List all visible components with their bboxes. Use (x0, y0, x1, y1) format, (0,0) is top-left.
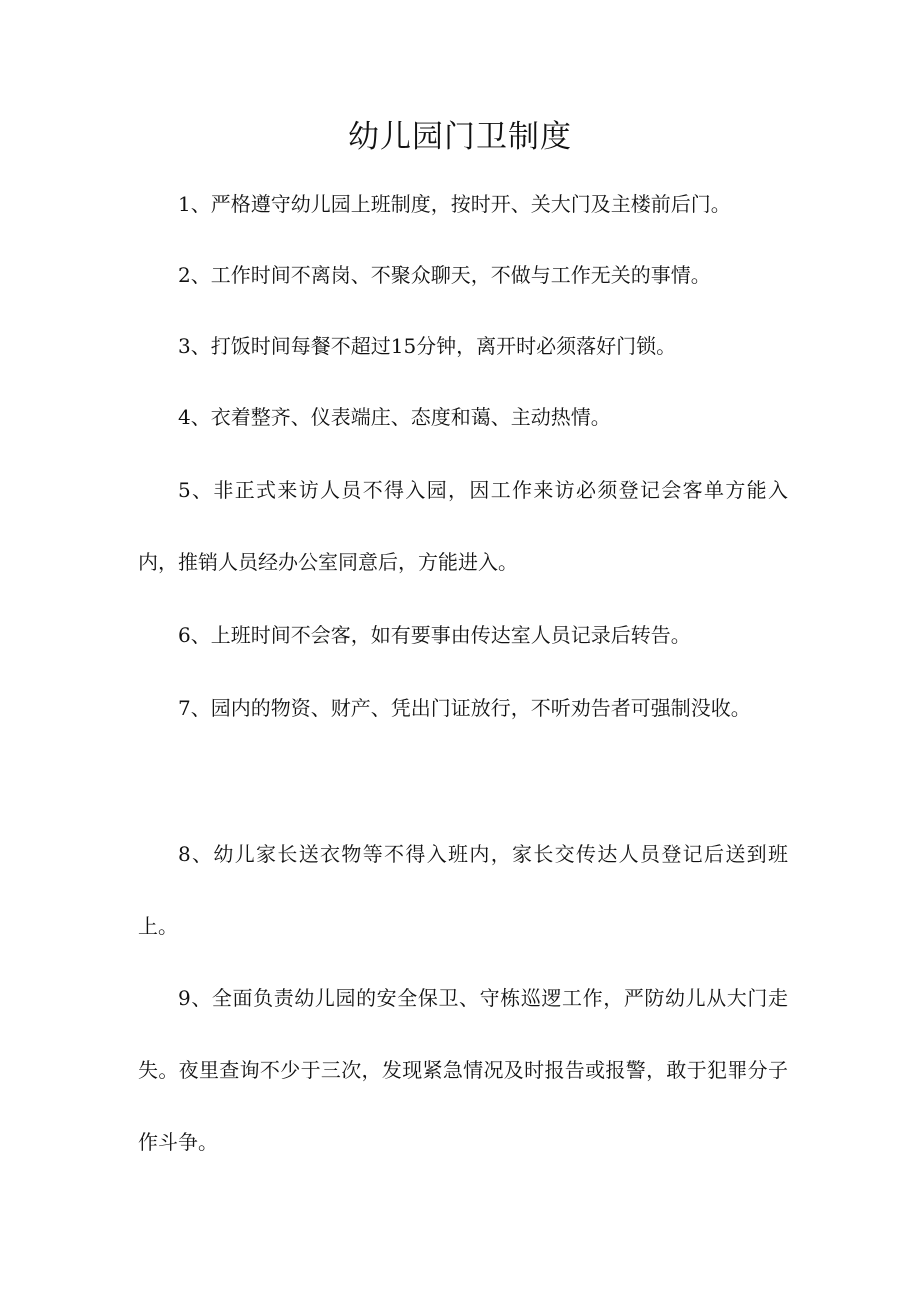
rule-6: 6、上班时间不会客，如有要事由传达室人员记录后转告。 (178, 623, 691, 647)
rule-4: 4、衣着整齐、仪表端庄、态度和蔼、主动热情。 (178, 405, 611, 429)
rule-1: 1、严格遵守幼儿园上班制度，按时开、关大门及主楼前后门。 (178, 192, 731, 216)
rule-7: 7、园内的物资、财产、凭出门证放行，不听劝告者可强制没收。 (178, 696, 751, 720)
rule-2: 2、工作时间不离岗、不聚众聊天，不做与工作无关的事情。 (178, 263, 711, 287)
rule-5: 5、非正式来访人员不得入园，因工作来访必须登记会客单方能入内，推销人员经办公室同意后，方能进入。 (138, 478, 788, 574)
rule-8: 8、幼儿家长送衣物等不得入班内，家长交传达人员登记后送到班上。 (138, 842, 788, 938)
rule-3: 3、打饭时间每餐不超过15分钟，离开时必须落好门锁。 (178, 334, 677, 358)
rule-9: 9、全面负责幼儿园的安全保卫、守栋巡逻工作，严防幼儿从大门走失。夜里查询不少于三次，发现紧急情况及时报告或报警，敢于犯罪分子作斗争。 (138, 986, 788, 1154)
document-title: 幼儿园门卫制度 (348, 119, 572, 155)
